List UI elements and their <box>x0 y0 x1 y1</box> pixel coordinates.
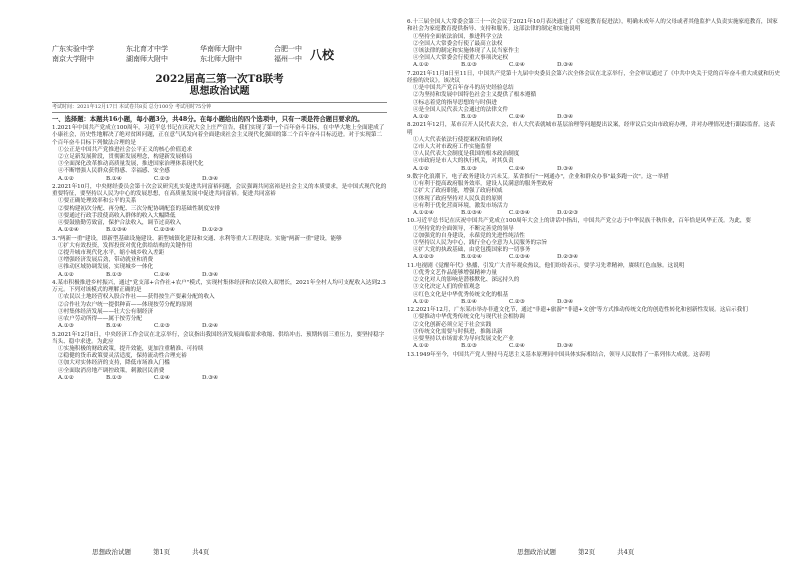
question-option: ④要坚持以市场需求为导向发展文化产业 <box>413 336 514 343</box>
footer-total: 共4页 <box>192 548 210 556</box>
answer-choice: B.①③④ <box>461 210 482 217</box>
answer-choice: A.①②④ <box>58 227 79 234</box>
footer-subject: 思想政治试题 <box>92 548 131 556</box>
answer-choice: B.①③ <box>106 374 122 381</box>
school-name: 东北育才中学 <box>126 45 168 53</box>
exam-title: 2022届高三第一次T8联考 <box>155 73 284 85</box>
question-stem: 11.电视剧《觉醒年代》热播，引发广大青年观众热议，他们纷纷表示，要学习先辈精神，赓续红色血脉。这说明 <box>407 262 685 269</box>
answer-choices <box>407 343 780 350</box>
question-option: ①坚持全面依法治国，推进科学立法 <box>413 33 503 40</box>
question-option: ③全面深化改革推动高质量发展，推进国家治理体系现代化 <box>58 161 204 168</box>
answer-choice: A.①② <box>413 165 429 172</box>
answer-choices <box>407 254 780 261</box>
question-stem: 8.2021年12月，某市召开人民代表大会，市人大代表就城市基层治理等问题提出议案，经审议后交由市政府办理，并对办理情况进行跟踪监督。这表明 <box>407 122 775 136</box>
question-option: ②加强党的自身建设，永葆党的先进性纯洁性 <box>413 232 525 239</box>
question-option: ③传统文化需要与时俱进，推陈出新 <box>413 328 503 335</box>
answer-choices <box>407 114 780 121</box>
question-option: ③增强经济发展后劲，带动就业和消费 <box>58 257 154 264</box>
question-option: ④推动区域协调发展，实现城乡一体化 <box>58 264 154 271</box>
question-option: ②扩大了政府职能，增强了政府权威 <box>413 188 503 195</box>
question-option: ①要推动中华优秀传统文化与现代社会相协调 <box>413 314 525 321</box>
question-option: ②要构建初次分配、再分配、三次分配协调配套的基础性制度安排 <box>58 205 221 212</box>
answer-choices <box>407 299 780 306</box>
answer-choice: C.②④ <box>509 343 525 350</box>
school-name: 福州一中 <box>274 55 302 63</box>
answer-choice: A.①③ <box>58 323 74 330</box>
question-option: ③坚持以人民为中心，践行全心全意为人民服务的宗旨 <box>413 240 548 247</box>
question-stem: 4.某市积极推进乡村振兴，通过"党支部+合作社+农户"模式，实现村集体经济和农民收入双增长，2021年全村人均可支配收入达到2.3万元。下列对该模式的理解正确的是 <box>52 280 386 294</box>
answer-choice: A.①② <box>58 271 74 278</box>
answer-choices <box>52 272 387 279</box>
question-option: ③该法律的制定和实施体现了人民当家作主 <box>413 48 520 54</box>
footer-page: 第1页 <box>153 548 171 556</box>
answer-choice: C.②③ <box>509 298 525 305</box>
eight-schools-badge: 八校 <box>310 48 335 62</box>
question-option: ②全国人大常委会行使了最高立法权 <box>413 40 503 47</box>
answer-choice: D.②③④ <box>557 254 579 261</box>
question-option: ④市政府是市人大的执行机关，对其负责 <box>413 158 514 165</box>
answer-choice: C.①③④ <box>509 254 530 261</box>
answer-choice: B.①④ <box>106 175 122 182</box>
question-stem: 7.2021年11月8日至11日，中国共产党第十九届中央委员会第六次全体会议在北京举行，全会审议通过了《中共中央关于党的百年奋斗重大成就和历史经验的决议》。该决议 <box>407 70 780 84</box>
section-instruction: 一、选择题：本题共16小题，每小题3分，共48分。在每小题给出的四个选项中，只有一项是符合题目要求的。 <box>52 116 364 123</box>
answer-choice: B.①③ <box>461 62 477 69</box>
question-option: ④农户劳动所得——属于按劳分配 <box>58 316 142 323</box>
question-option: ③体现了政府坚持对人民负责的原则 <box>413 195 503 202</box>
school-header <box>52 44 387 64</box>
question-option: ④有利于优化营商环境，激发市场活力 <box>413 202 509 209</box>
answer-choice: C.②③④ <box>154 227 175 234</box>
question-stem: 13.1949年至今，中国共产党人坚持马克思主义基本原理同中国具体实际相结合，领导人民取得了一系列伟大成就。这表明 <box>407 351 710 358</box>
school-name: 合肥一中 <box>274 45 302 53</box>
answer-choice: A.①②③ <box>413 254 434 261</box>
school-name: 湖南师大附中 <box>126 55 168 63</box>
header-row-1 <box>52 44 302 54</box>
page-footer <box>517 547 634 556</box>
footer-page: 第2页 <box>578 548 596 556</box>
answer-choice: B.①③ <box>461 165 477 172</box>
question-stem: 9.数字化浪潮下，电子政务建设方兴未艾。某省推行"一网通办"，企业和群众办事"最多跑一次"。这一举措 <box>407 174 669 181</box>
answer-choice: D.③④ <box>557 298 574 305</box>
answer-choice: D.③④ <box>202 374 219 381</box>
answer-choice: D.②④ <box>202 323 219 330</box>
answer-choice: C.②④ <box>509 62 525 69</box>
right-page <box>397 0 794 561</box>
answer-choice: B.①④ <box>106 323 122 330</box>
answer-choice: D.③④ <box>557 343 574 350</box>
question-option: ④是全国人民代表大会通过的法律文件 <box>413 106 509 113</box>
answer-choice: C.②④ <box>509 114 525 121</box>
answer-choice: B.①④ <box>461 298 477 305</box>
question-option: ③标志着党的指导思想的与时俱进 <box>413 99 497 106</box>
answer-choice: B.①③ <box>461 114 477 121</box>
question-option: ①实施积极的财政政策，提升效能，更加注重精准、可持续 <box>58 346 204 353</box>
question-stem: 3."两新一重"建设，即新型基础设施建设、新型城镇化建设和交通、水利等重大工程建设。实施"两新一重"建设，能够 <box>52 235 342 242</box>
question-option: ①优秀文艺作品能够增强精神力量 <box>413 270 497 277</box>
question-stem: 5.2021年12月8日，中央经济工作会议在北京举行，会议指出我国经济发展面临需求收缩、供给冲击、预期转弱三重压力，要坚持稳字当头、稳中求进。为此应 <box>52 331 385 345</box>
question-option: ④全面取消房地产调控政策，刺激居民消费 <box>58 367 165 374</box>
answer-choice: C.②③④ <box>509 210 530 217</box>
question-option: ①有利于提高政府服务效率，建设人民满意的服务型政府 <box>413 181 553 188</box>
answer-choices <box>407 166 780 173</box>
answer-choice: D.③④ <box>557 114 574 121</box>
question-option: ②市人大对市政府工作实施监督 <box>413 144 492 151</box>
question-option: ③人民代表大会制度是我国的根本政治制度 <box>413 151 520 158</box>
header-row-2 <box>52 54 302 64</box>
answer-choice: C.②④ <box>154 271 170 278</box>
question-stem: 1.2021年中国共产党成立100周年，习近平总书记在庆祝大会上庄严宣告，我们实现了第一个百年奋斗目标，在中华大地上全面建成了小康社会，历史性地解决了绝对贫困问题，正在意气风发向着全面建成社会主义现代化强国的第二个百年奋斗目标迈进。对于实现第二个百年奋斗目标下列做法合理的是 <box>52 125 385 146</box>
question-option: ②稳健的货币政策要灵活适度，保持流动性合理充裕 <box>58 353 187 360</box>
answer-choices <box>52 323 387 330</box>
question-option: ①公正是中国共产党推进社会公平正义的核心价值追求 <box>58 146 193 153</box>
footer-total: 共4页 <box>617 548 635 556</box>
answer-choice: B.①②④ <box>461 254 482 261</box>
question-option: ③加大对实体经济的支持，降低市场准入门槛 <box>58 360 170 367</box>
answer-choices <box>52 176 387 183</box>
question-stem: 10.习近平总书记在庆祝中国共产党成立100周年大会上的讲话中指出，中国共产党立志于中华民族千秋伟业，百年恰是风华正茂。为此，要 <box>407 218 752 225</box>
question-option: ①农民以土地经营权入股合作社——获得按生产要素分配的收入 <box>58 294 215 301</box>
answer-choice: C.②③ <box>154 323 170 330</box>
question-list <box>52 125 387 382</box>
answer-choice: A.①② <box>58 374 74 381</box>
answer-choice: B.①③ <box>461 343 477 350</box>
question-option: ④不断增强人民群众获得感、幸福感、安全感 <box>58 168 170 175</box>
exam-meta: 考试时间：2021年12月17日 本试卷共8页 总分100分 考试用时75分钟 <box>52 102 387 113</box>
question-option: ④全国人大常委会行使重大事项决定权 <box>413 55 509 62</box>
answer-choice: B.①③ <box>106 271 122 278</box>
page-footer <box>92 547 209 556</box>
answer-choices <box>52 227 387 234</box>
answer-choices <box>407 62 780 69</box>
question-option: ③村集体经济发展——壮大公有制经济 <box>58 308 154 315</box>
question-stem: 6.十三届全国人大常委会第三十一次会议于2021年10月表决通过了《家庭教育促进法》，明确未成年人的父母或者其他监护人负责实施家庭教育，国家和社会为家庭教育提供指导、支持和服务。这部法律的制定和实施说明 <box>407 19 778 33</box>
question-option: ②提升城市现代化水平，缩小城乡收入差距 <box>58 250 165 257</box>
school-name: 南京大学附中 <box>52 55 94 63</box>
question-option: ②立足新发展阶段，贯彻新发展理念，构建新发展格局 <box>58 154 193 160</box>
answer-choice: D.③④ <box>202 271 219 278</box>
question-option: ③文化决定人们的价值观念 <box>413 284 481 291</box>
school-name: 广东实验中学 <box>52 45 94 53</box>
question-list <box>407 19 780 359</box>
question-option: ①要正确处理效率和公平的关系 <box>58 198 137 205</box>
answer-choice: C.②③ <box>154 175 170 182</box>
answer-choice: D.①②③ <box>557 210 579 217</box>
answer-choice: A.①② <box>413 62 429 69</box>
question-option: ②合作社为农户统一提供种苗——体现按劳分配的原则 <box>58 301 193 308</box>
question-stem: 12.2021年12月，广东某市举办非遗文化节，通过"非遗+旅游""非遗+文创"等方式推动传统文化的创造性转化和创新性发展。这启示我们 <box>407 307 748 314</box>
question-option: ④扩大党的执政基础，由党包揽国家的一切事务 <box>413 247 531 254</box>
answer-choice: C.②④ <box>509 165 525 172</box>
answer-choices <box>407 210 780 217</box>
answer-choice: A.①② <box>413 114 429 121</box>
footer-subject: 思想政治试题 <box>517 548 556 556</box>
answer-choice: D.③④ <box>557 165 574 172</box>
answer-choice: A.①② <box>58 175 74 182</box>
question-option: ②为坚持和发展中国特色社会主义提供了根本遵循 <box>413 92 537 99</box>
question-option: ①坚持党的全面领导，不断完善党的领导 <box>413 225 514 232</box>
school-name: 东北师大附中 <box>200 55 242 63</box>
answer-choice: A.①② <box>413 343 429 350</box>
answer-choice: C.②④ <box>154 374 170 381</box>
answer-choice: A.①② <box>413 298 429 305</box>
answer-choice: B.①③④ <box>106 227 127 234</box>
question-option: ③要通过行政手段使高收入群体的收入大幅降低 <box>58 212 176 219</box>
question-option: ④红色文化是中华优秀传统文化的根基 <box>413 291 509 298</box>
question-stem: 2.2021年10月，中央财经委员会第十次会议研究扎实促进共同富裕问题，会议强调共同富裕是社会主义的本质要求，是中国式现代化的重要特征，要坚持以人民为中心的发展思想，在高质量发展中促进共同富裕。促进共同富裕 <box>52 184 387 198</box>
question-option: ①扩大有效投资，发挥投资对优化供给结构的关键作用 <box>58 242 193 249</box>
answer-choices <box>52 375 387 382</box>
answer-choice: A.①②④ <box>413 210 434 217</box>
answer-choice: D.③④ <box>557 62 574 69</box>
question-option: ②文化对人的影响是潜移默化、深远持久的 <box>413 277 520 284</box>
question-option: ①是中国共产党百年奋斗的历史经验总结 <box>413 85 514 92</box>
question-option: ②文化创新必须立足于社会实践 <box>413 321 492 328</box>
answer-choice: D.①②③ <box>202 227 224 234</box>
question-option: ①人大代表依法行使提案权和质询权 <box>413 136 503 143</box>
exam-subtitle: 思想政治试题 <box>189 86 250 97</box>
school-name: 华南师大附中 <box>200 45 242 53</box>
answer-choice: D.③④ <box>202 175 219 182</box>
question-option: ④要鼓励勤劳致富，保护合法收入，调节过高收入 <box>58 220 182 227</box>
